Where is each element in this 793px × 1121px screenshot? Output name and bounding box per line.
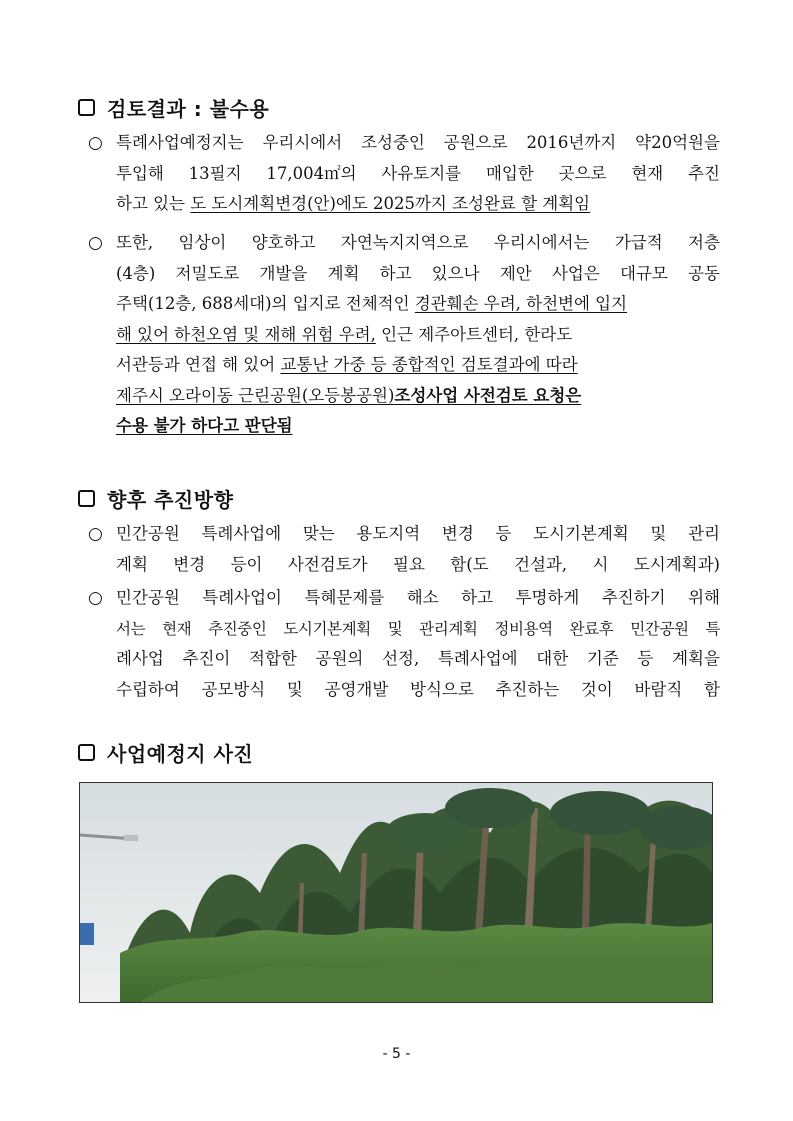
word: 도시기본계획 [533, 524, 629, 543]
word: 가급적 [614, 233, 663, 252]
text-line [116, 350, 720, 381]
word: 추진이 [182, 649, 231, 668]
word: 민간공원 [116, 524, 180, 543]
word: 특례사업예정지는 [116, 133, 244, 152]
text-line [116, 189, 720, 220]
bold-underlined-text: 조성사업 사전검토 요청은 [394, 385, 582, 405]
word: 등이 [230, 554, 263, 574]
section-heading-review [78, 93, 269, 122]
word: 또한, [116, 233, 154, 252]
word: 방식으로 [410, 679, 474, 699]
bullet-circle-icon: ○ [88, 588, 103, 608]
underlined-text: 제주시 오라이동 근린공원(오등봉공원) [116, 385, 395, 405]
word: 민간공원 [630, 619, 689, 638]
word: 완료후 [569, 619, 614, 638]
paragraph [116, 228, 720, 442]
word: 기준 [586, 649, 619, 668]
word: 맞는 [302, 524, 335, 543]
word: 용도지역 [356, 524, 421, 543]
word: 13필지 [188, 163, 242, 183]
word: 특혜문제를 [304, 588, 385, 607]
word: 약20억원을 [635, 133, 720, 152]
word: 공원으로 [443, 133, 508, 152]
word: 곳으로 [558, 163, 607, 183]
text-line [116, 675, 720, 706]
word: 필요 [393, 554, 425, 574]
checkbox-square-icon [78, 744, 95, 761]
word: 함(도 [450, 554, 489, 574]
word: 추진 [688, 163, 720, 183]
word: 계획 [327, 263, 360, 283]
text-line [116, 228, 720, 259]
text-line [116, 411, 720, 442]
word: 2016년까지 [526, 133, 617, 152]
word: 양호하고 [251, 233, 316, 252]
word: 투명하게 [515, 588, 580, 607]
word: 공영개발 [324, 679, 389, 699]
word: 것이 [580, 679, 613, 699]
word: 있으나 [431, 263, 480, 283]
word: 자연녹지지역으로 [340, 233, 469, 252]
word: 투입해 [116, 163, 164, 183]
word: 특 [705, 619, 720, 638]
word: 및 [286, 679, 303, 699]
word: 특례사업에 [437, 649, 518, 668]
text-line [116, 320, 720, 351]
text-line [116, 128, 720, 159]
section-heading-direction [78, 484, 233, 513]
word: 추진하는 [495, 679, 560, 699]
text-segment: 인근 제주아트센터, 한라도 [375, 324, 573, 344]
section-title: 사업예정지 사진 [107, 742, 254, 766]
word: 특례사업에 [201, 524, 282, 543]
word: 사전검토가 [287, 554, 368, 574]
site-photo [79, 782, 713, 1003]
word: 서는 [116, 619, 146, 638]
underlined-text: 경관훼손 우려, 하천변에 입지 [414, 294, 628, 313]
word: (4층) [116, 263, 156, 283]
word: 건설과, [514, 554, 568, 574]
section-title: 검토결과 : 불수용 [107, 97, 270, 121]
section-heading-photo [78, 738, 253, 767]
paragraph [116, 519, 720, 580]
word: 사유토지를 [381, 163, 462, 183]
page-number: - 5 - [382, 1046, 411, 1062]
underlined-text: 도 도시계획변경(안)에도 2025까지 조성완료 할 계획임 [190, 194, 591, 213]
word: 17,004㎡의 [266, 163, 357, 183]
word: 선정, [382, 649, 420, 668]
word: 바람직 [634, 679, 683, 699]
text-line [116, 519, 720, 550]
word: 하고 [379, 263, 412, 283]
text-line [116, 381, 720, 412]
paragraph [116, 128, 720, 220]
word: 시 [592, 554, 609, 574]
word: 등 [495, 524, 512, 543]
word: 도시계획과) [633, 554, 720, 574]
text-line [116, 614, 720, 645]
word: 및 [650, 524, 667, 543]
checkbox-square-icon [78, 99, 95, 116]
text-segment: 서관등과 연접 해 있어 [116, 355, 281, 374]
checkbox-square-icon [78, 490, 95, 507]
word: 현재 [631, 163, 664, 183]
text-line [116, 259, 720, 290]
word: 저밀도로 [175, 263, 240, 283]
word: 특례사업이 [202, 588, 282, 607]
word: 공동 [688, 263, 720, 283]
word: 추진중인 [208, 619, 267, 638]
word: 민간공원 [116, 588, 180, 607]
word: 추진하기 [601, 588, 666, 607]
text-line [116, 289, 720, 320]
word: 임상이 [178, 233, 227, 252]
paragraph [116, 583, 720, 705]
word: 등 [637, 649, 654, 668]
word: 저층 [688, 233, 720, 252]
section-title: 향후 추진방향 [107, 488, 234, 512]
word: 관리 [688, 524, 720, 543]
word: 공원의 [315, 649, 364, 668]
bullet-circle-icon: ○ [88, 133, 103, 153]
word: 적합한 [249, 649, 297, 668]
word: 현재 [162, 619, 192, 638]
word: 개발을 [259, 263, 308, 283]
word: 함 [704, 679, 720, 699]
word: 변경 [441, 524, 474, 543]
word: 우리시에서는 [493, 233, 590, 252]
word: 수립하여 [116, 679, 180, 699]
text-line [116, 550, 720, 581]
bullet-circle-icon: ○ [88, 524, 103, 544]
word: 위해 [688, 588, 720, 607]
word: 관리계획 [419, 619, 478, 638]
word: 매입한 [485, 163, 534, 183]
word: 조성중인 [361, 133, 425, 152]
underlined-text: 교통난 가중 등 종합적인 검토결과에 따라 [280, 355, 578, 374]
word: 대한 [536, 649, 569, 668]
word: 례사업 [116, 649, 164, 668]
word: 제안 [499, 263, 532, 283]
word: 도시기본계획 [283, 619, 371, 638]
word: 계획 [116, 554, 148, 574]
word: 대규모 [619, 263, 668, 283]
word: 우리시에서 [262, 133, 343, 152]
text-segment: 주택(12층, 688세대)의 입지로 전체적인 [116, 294, 415, 313]
word: 변경 [173, 554, 206, 574]
text-segment: 하고 있는 [116, 194, 191, 213]
word: 및 [387, 619, 403, 638]
pine-forest-photo [80, 783, 712, 1002]
word: 공모방식 [201, 679, 266, 699]
text-line [116, 583, 720, 614]
underlined-text: 해 있어 하천오염 및 재해 위험 우려, [116, 324, 376, 344]
word: 정비용역 [494, 619, 553, 638]
bullet-circle-icon: ○ [88, 233, 103, 253]
text-line [116, 159, 720, 190]
bold-underlined-text: 수용 불가 하다고 판단됨 [116, 416, 293, 435]
text-line [116, 644, 720, 675]
word: 해소 [406, 588, 439, 607]
word: 하고 [461, 588, 494, 607]
word: 사업은 [551, 263, 600, 283]
word: 계획을 [672, 649, 720, 668]
